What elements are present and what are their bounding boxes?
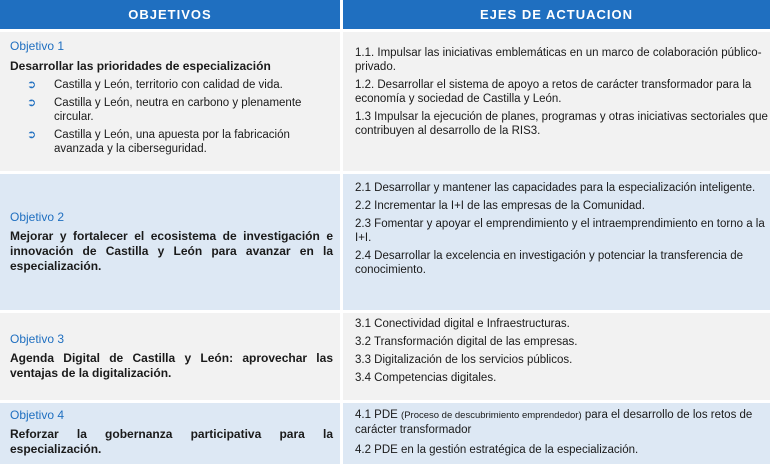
axis-suffix: para el desarrollo de los retos de carácter transformador <box>355 409 753 436</box>
objective-title: Desarrollar las prioridades de especialización <box>10 59 271 73</box>
list-item: ➲ Castilla y León, una apuesta por la fabricación avanzada y la ciberseguridad. <box>27 129 290 155</box>
axis-item: 3.2 Transformación digital de las empresas. <box>355 336 578 348</box>
axis-item: 2.2 Incrementar la I+I de las empresas de la Comunidad. <box>355 200 645 212</box>
header-axes: EJES DE ACTUACION <box>343 0 770 29</box>
axes-cell <box>343 313 770 400</box>
objective-cell <box>0 32 340 171</box>
axis-item: 3.4 Competencias digitales. <box>355 372 497 384</box>
table-row-objective-2 <box>0 174 770 310</box>
table-row-objective-3 <box>0 313 770 400</box>
axis-prefix: 4.1 PDE <box>355 409 398 421</box>
axis-item: 3.3 Digitalización de los servicios públicos. <box>355 354 573 366</box>
objective-label: Objetivo 2 <box>10 210 65 224</box>
header-objectives: OBJETIVOS <box>0 0 340 29</box>
axis-item: 4.2 PDE en la gestión estratégica de la especialización. <box>355 444 639 456</box>
axis-item: 1.3 Impulsar la ejecución de planes, programas y otras iniciativas sectoriales que contribuyen al desarrollo de la RIS3. <box>355 111 768 137</box>
priority-list <box>10 78 333 156</box>
table-row-objective-4 <box>0 403 770 464</box>
list-item: ➲ Castilla y León, neutra en carbono y plenamente circular. <box>27 97 302 123</box>
list-item: ➲ Castilla y León, territorio con calidad de vida. <box>27 79 283 91</box>
table-row-objective-1 <box>0 32 770 171</box>
arrow-bullet-icon: ➲ <box>27 97 37 109</box>
objective-label: Objetivo 1 <box>10 39 65 53</box>
axes-cell <box>343 32 770 171</box>
axes-cell <box>343 403 770 464</box>
axis-item: 2.3 Fomentar y apoyar el emprendimiento y el intraemprendimiento en torno a la I+I. <box>355 218 765 244</box>
objective-cell <box>0 174 340 310</box>
objective-title: Reforzar la gobernanza participativa para la especialización. <box>10 427 333 456</box>
objective-label: Objetivo 4 <box>10 408 65 422</box>
axis-item: 2.4 Desarrollar la excelencia en investigación y potenciar la transferencia de conocimiento. <box>355 250 744 276</box>
axis-subtitle: (Proceso de descubrimiento emprendedor) <box>401 410 582 421</box>
objective-title: Agenda Digital de Castilla y León: aprovechar las ventajas de la digitalización. <box>10 351 333 380</box>
axis-item: 1.1. Impulsar las iniciativas emblemáticas en un marco de colaboración público-privado. <box>355 47 762 73</box>
axis-item: 2.1 Desarrollar y mantener las capacidades para la especialización inteligente. <box>355 182 756 194</box>
axes-cell <box>343 174 770 310</box>
arrow-bullet-icon: ➲ <box>27 79 37 91</box>
objective-label: Objetivo 3 <box>10 332 65 346</box>
axis-item: 1.2. Desarrollar el sistema de apoyo a retos de carácter transformador para la economía y sociedad de Castilla y León. <box>355 79 752 105</box>
axis-item: 3.1 Conectividad digital e Infraestructuras. <box>355 318 570 330</box>
objective-title: Mejorar y fortalecer el ecosistema de investigación e innovación de Castilla y León para avanzar en la especialización. <box>10 229 333 273</box>
objective-cell <box>0 403 340 464</box>
arrow-bullet-icon: ➲ <box>27 129 37 141</box>
objective-cell <box>0 313 340 400</box>
axis-item <box>355 408 770 437</box>
